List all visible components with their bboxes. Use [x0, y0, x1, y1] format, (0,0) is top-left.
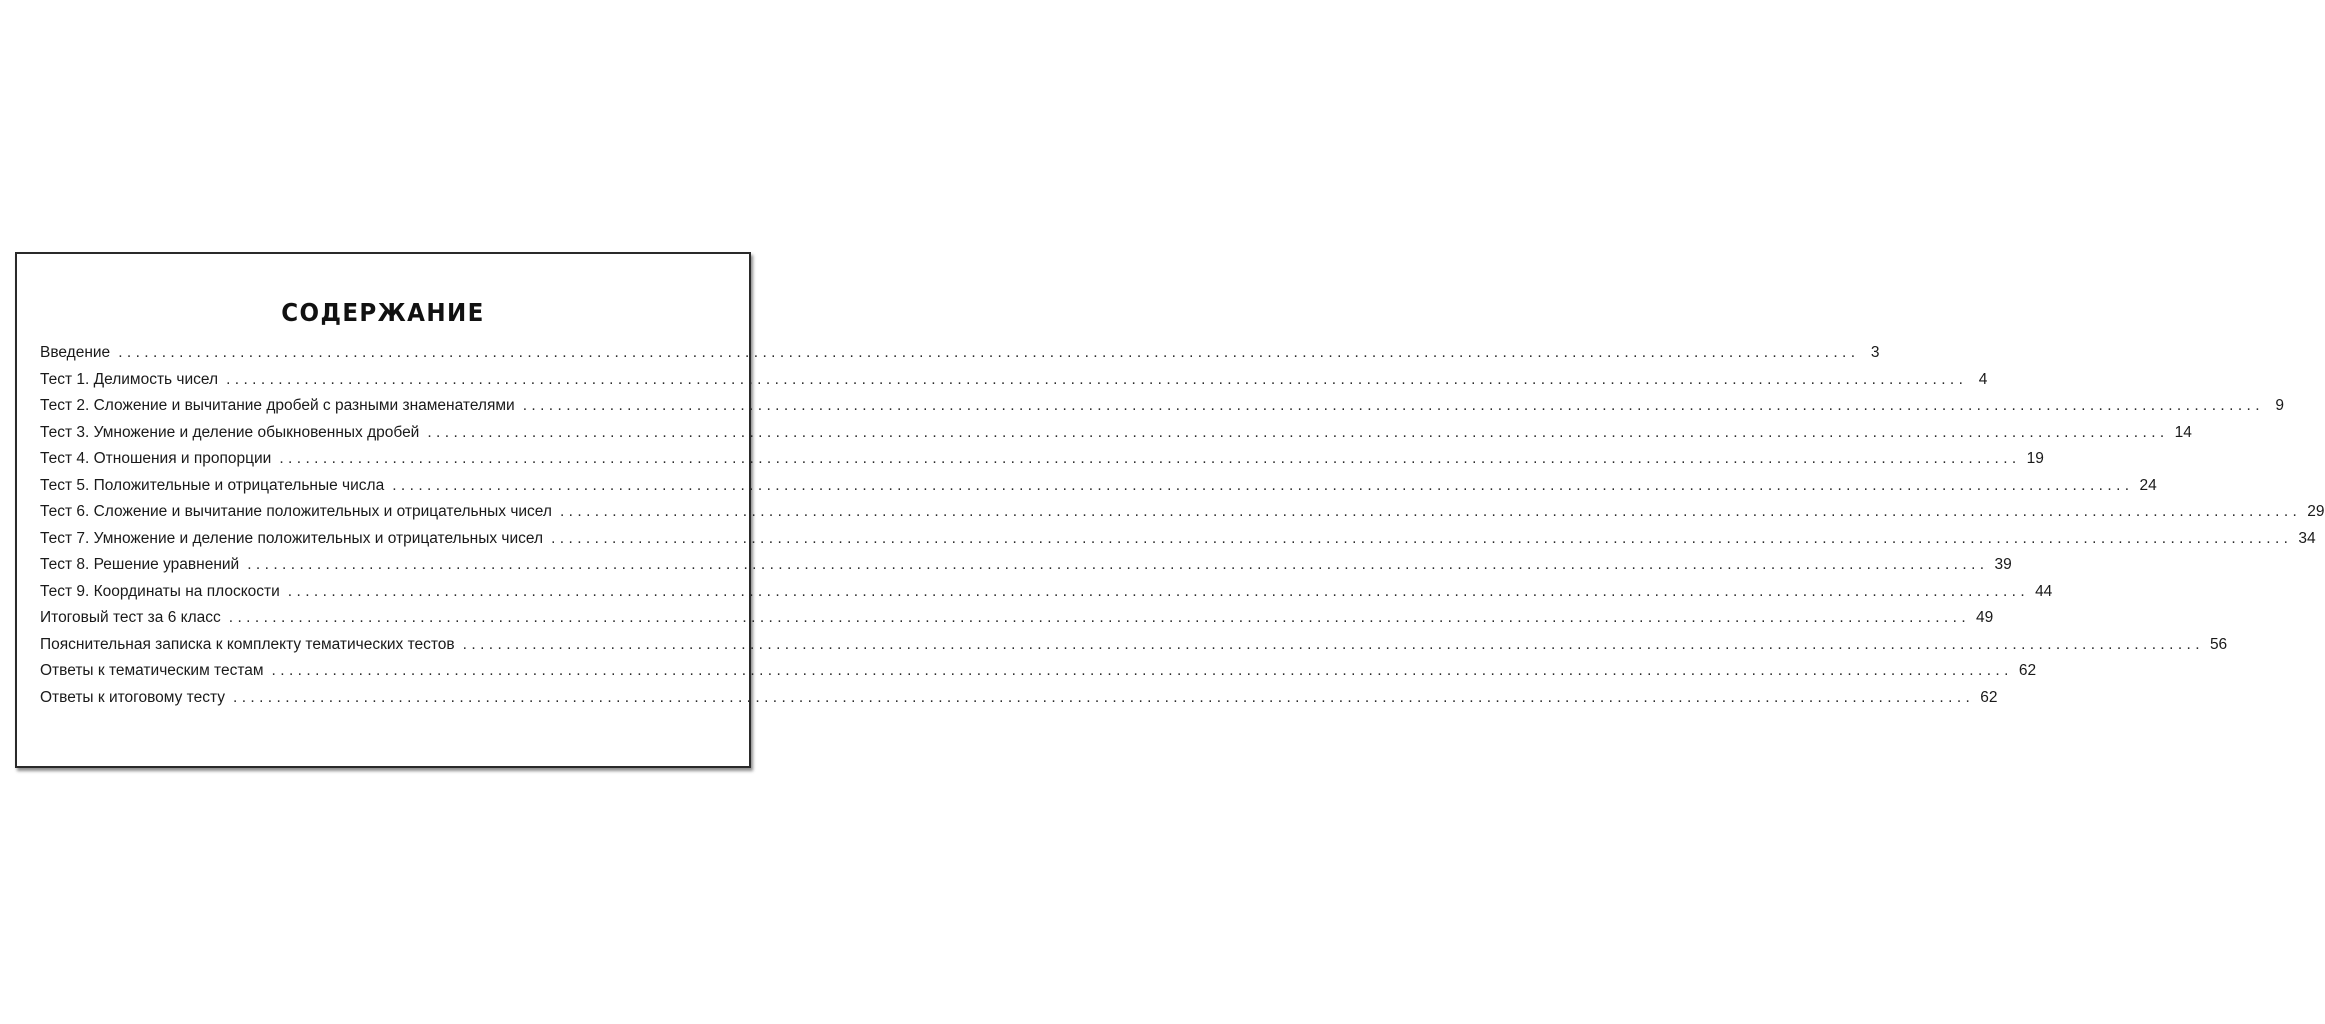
toc-entry-page-number: 56 — [2209, 635, 2228, 653]
toc-entry-label: Тест 7. Умножение и деление положительных и отрицательных чисел — [40, 529, 544, 547]
toc-leader-dots: ........................................................................................................................................................................................................ — [228, 609, 1971, 626]
toc-leader-dots: ........................................................................................................................................................................................................ — [522, 397, 2264, 414]
toc-entry — [40, 529, 2316, 557]
toc-entry-page-number: 39 — [1994, 556, 2012, 573]
toc-leader-dots: ........................................................................................................................................................................................................ — [287, 582, 2030, 600]
toc-entry — [40, 582, 2053, 610]
toc-leader-dots: ........................................................................................................................................................................................................ — [279, 450, 2021, 467]
toc-entry-label: Ответы к итоговому тесту — [40, 688, 225, 706]
toc-entry-label: Тест 4. Отношения и пропорции — [40, 450, 272, 467]
toc-entry-page-number: 19 — [2026, 450, 2044, 467]
toc-entry-label: Введение — [40, 344, 111, 361]
toc-entry — [40, 609, 1994, 636]
contents-title: СОДЕРЖАНИЕ — [281, 298, 485, 327]
toc-entry-label: Тест 2. Сложение и вычитание дробей с разными знаменателями — [40, 397, 515, 414]
toc-entry-label: Тест 3. Умножение и деление обыкновенных дробей — [40, 423, 420, 441]
toc-leader-dots: ........................................................................................................................................................................................................ — [247, 556, 1989, 573]
toc-entry-label: Пояснительная записка к комплекту тематических тестов — [40, 635, 455, 653]
toc-entry-label: Итоговый тест за 6 класс — [40, 609, 221, 626]
toc-leader-dots: ........................................................................................................................................................................................................ — [226, 370, 1968, 388]
toc-leader-dots: ........................................................................................................................................................................................................ — [118, 344, 1860, 361]
toc-entry — [40, 556, 2012, 583]
toc-entry-page-number: 29 — [2307, 503, 2325, 520]
toc-entry-label: Ответы к тематическим тестам — [40, 662, 264, 679]
toc-entry — [40, 450, 2044, 477]
toc-entry-page-number: 62 — [1980, 688, 1998, 706]
toc-entry-page-number: 24 — [2139, 476, 2157, 494]
toc-entry — [40, 476, 2157, 504]
toc-entry — [40, 662, 2037, 689]
toc-leader-dots: ........................................................................................................................................................................................................ — [559, 503, 2302, 520]
toc-leader-dots: ........................................................................................................................................................................................................ — [271, 662, 2013, 679]
toc-entry-label: Тест 5. Положительные и отрицательные числа — [40, 476, 385, 494]
toc-entry — [40, 397, 2284, 424]
toc-entry-page-number: 3 — [1870, 344, 1880, 361]
toc-entry-label: Тест 8. Решение уравнений — [40, 556, 240, 573]
toc-leader-dots: ........................................................................................................................................................................................................ — [427, 423, 2169, 441]
toc-entry-page-number: 62 — [2018, 662, 2037, 679]
toc-entry-label: Тест 9. Координаты на плоскости — [40, 582, 280, 600]
toc-entry — [40, 423, 2192, 451]
toc-entry — [40, 370, 1988, 398]
toc-entry — [40, 688, 1998, 716]
toc-entry-label: Тест 6. Сложение и вычитание положительных и отрицательных чисел — [40, 503, 552, 520]
toc-entry-page-number: 9 — [2275, 397, 2284, 414]
toc-entry-page-number: 34 — [2298, 529, 2316, 547]
toc-entry-label: Тест 1. Делимость чисел — [40, 370, 219, 388]
toc-entry — [40, 503, 2325, 530]
toc-entry — [40, 635, 2228, 663]
toc-entry-page-number: 14 — [2174, 423, 2192, 441]
toc-leader-dots: ........................................................................................................................................................................................................ — [551, 529, 2293, 547]
toc-entry-page-number: 44 — [2035, 582, 2053, 600]
toc-leader-dots: ........................................................................................................................................................................................................ — [232, 688, 1975, 706]
table-of-contents — [40, 344, 2325, 715]
toc-entry-page-number: 4 — [1978, 370, 1988, 388]
toc-entry — [40, 344, 1880, 371]
contents-card — [15, 252, 2325, 768]
toc-entry-page-number: 49 — [1976, 609, 1994, 626]
toc-leader-dots: ........................................................................................................................................................................................................ — [462, 635, 2204, 653]
toc-leader-dots: ........................................................................................................................................................................................................ — [392, 476, 2134, 494]
